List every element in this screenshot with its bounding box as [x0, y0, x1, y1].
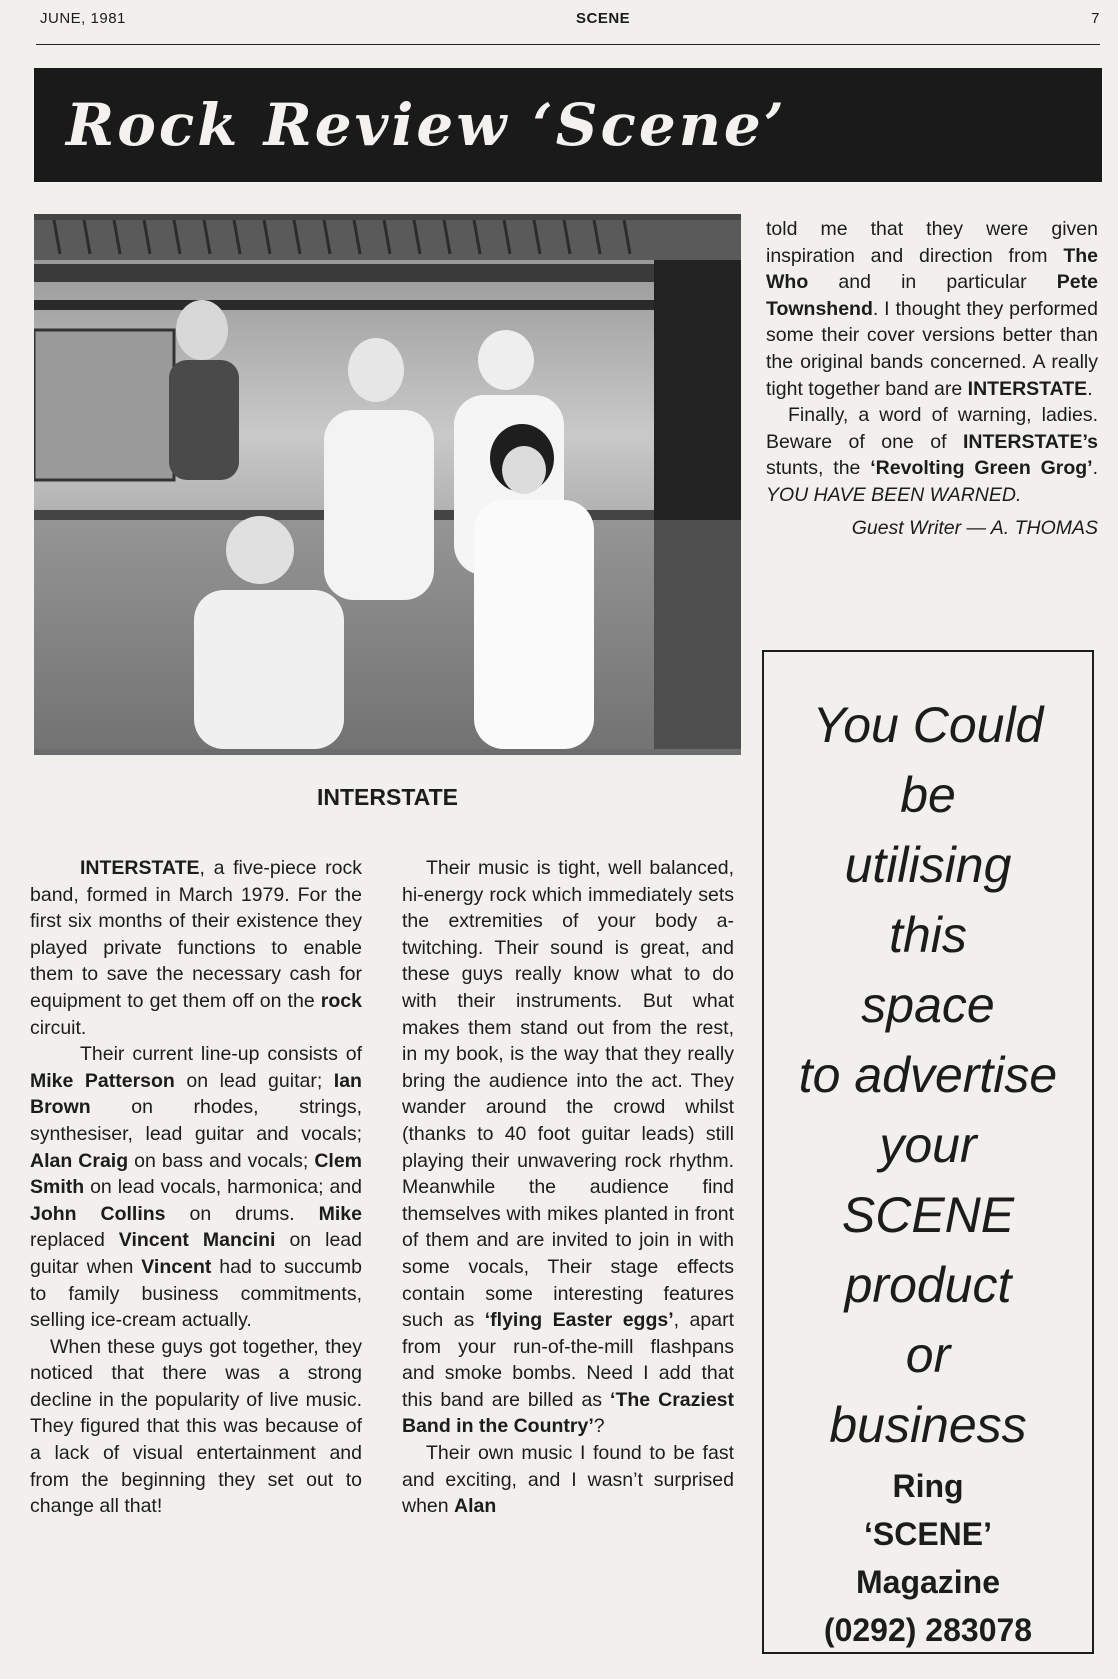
ad-contact-line: Ring [892, 1468, 964, 1504]
paragraph: told me that they were given inspiration and direction from The Who and in particular Pete Townshend. I thought they performed some their cover versions better than the original bands concerned. A really tight together band are INTERSTATE. [766, 218, 1098, 400]
publication-title: SCENE [576, 10, 631, 27]
paragraph: Their own music I found to be fast and exciting, and I wasn’t surprised when Alan [402, 1442, 734, 1518]
ad-line: SCENE [841, 1187, 1015, 1243]
ad-line: product [844, 1257, 1012, 1313]
byline: Guest Writer — A. THOMAS [851, 516, 1098, 539]
ad-contact [764, 1462, 1092, 1654]
issue-date: JUNE, 1981 [40, 10, 126, 27]
ad-headline [764, 690, 1092, 1460]
ad-line: or [905, 1327, 951, 1383]
ad-contact-line: ‘SCENE’ [863, 1516, 993, 1552]
photo-caption: INTERSTATE [317, 784, 458, 810]
ad-contact-line: Magazine [855, 1564, 1001, 1600]
article-column-1 [30, 855, 362, 1520]
paragraph: Finally, a word of warning, ladies. Beware of one of INTERSTATE’s stunts, the ‘Revolting Green Grog’. YOU HAVE BEEN WARNED. [766, 404, 1098, 506]
ad-phone-number: (0292) 283078 [823, 1612, 1033, 1648]
ad-line: be [900, 767, 956, 823]
paragraph: INTERSTATE, a five-piece rock band, formed in March 1979. For the first six months of their existence they played private functions to enable them to save the necessary cash for equipment to get them off on the rock circuit. [30, 857, 362, 1039]
article-column-3 [766, 216, 1098, 541]
ad-line: space [861, 977, 995, 1033]
section-banner: Rock Review ‘Scene’ [34, 68, 1102, 182]
band-photo [34, 214, 741, 755]
advertisement-box [762, 650, 1094, 1654]
paragraph: Their current line-up consists of Mike Patterson on lead guitar; Ian Brown on rhodes, strings, synthesiser, lead guitar and vocals; Alan Craig on bass and vocals; Clem Smith on lead vocals, harmonica; and John Collins on drums. Mike replaced Vincent Mancini on lead guitar when Vincent had to succumb to family business commitments, selling ice-cream actually. [30, 1043, 363, 1332]
page-number: 7 [1091, 10, 1100, 27]
page-header [36, 8, 1100, 45]
ad-line: utilising [844, 837, 1012, 893]
article-column-2 [402, 855, 734, 1520]
ad-line: You Could [812, 697, 1044, 753]
paragraph: Their music is tight, well balanced, hi-energy rock which immediately sets the extremities of your body a-twitching. Their sound is great, and these guys really know what to do with their instruments. But what makes them stand out from the rest, in my book, is the way that they really bring the audience into the act. They wander around the crowd whilst (thanks to 40 foot guitar leads) still playing their unwavering rock rhythm. Meanwhile the audience find themselves with mikes planted in front of them and are invited to join in with some vocals, Their stage effects contain some interesting features such as ‘flying Easter eggs’, apart from your run-of-the-mill flashpans and smoke bombs. Need I add that this band are billed as ‘The Craziest Band in the Country’? [402, 857, 735, 1438]
ad-line: this [889, 907, 967, 963]
ad-line: your [879, 1117, 977, 1173]
paragraph: When these guys got together, they noticed that there was a strong decline in the popularity of live music. They figured that this was because of a lack of visual entertainment and from the beginning they set out to change all that! [30, 1335, 362, 1518]
ad-line: business [829, 1397, 1027, 1453]
ad-line: to advertise [798, 1047, 1058, 1103]
